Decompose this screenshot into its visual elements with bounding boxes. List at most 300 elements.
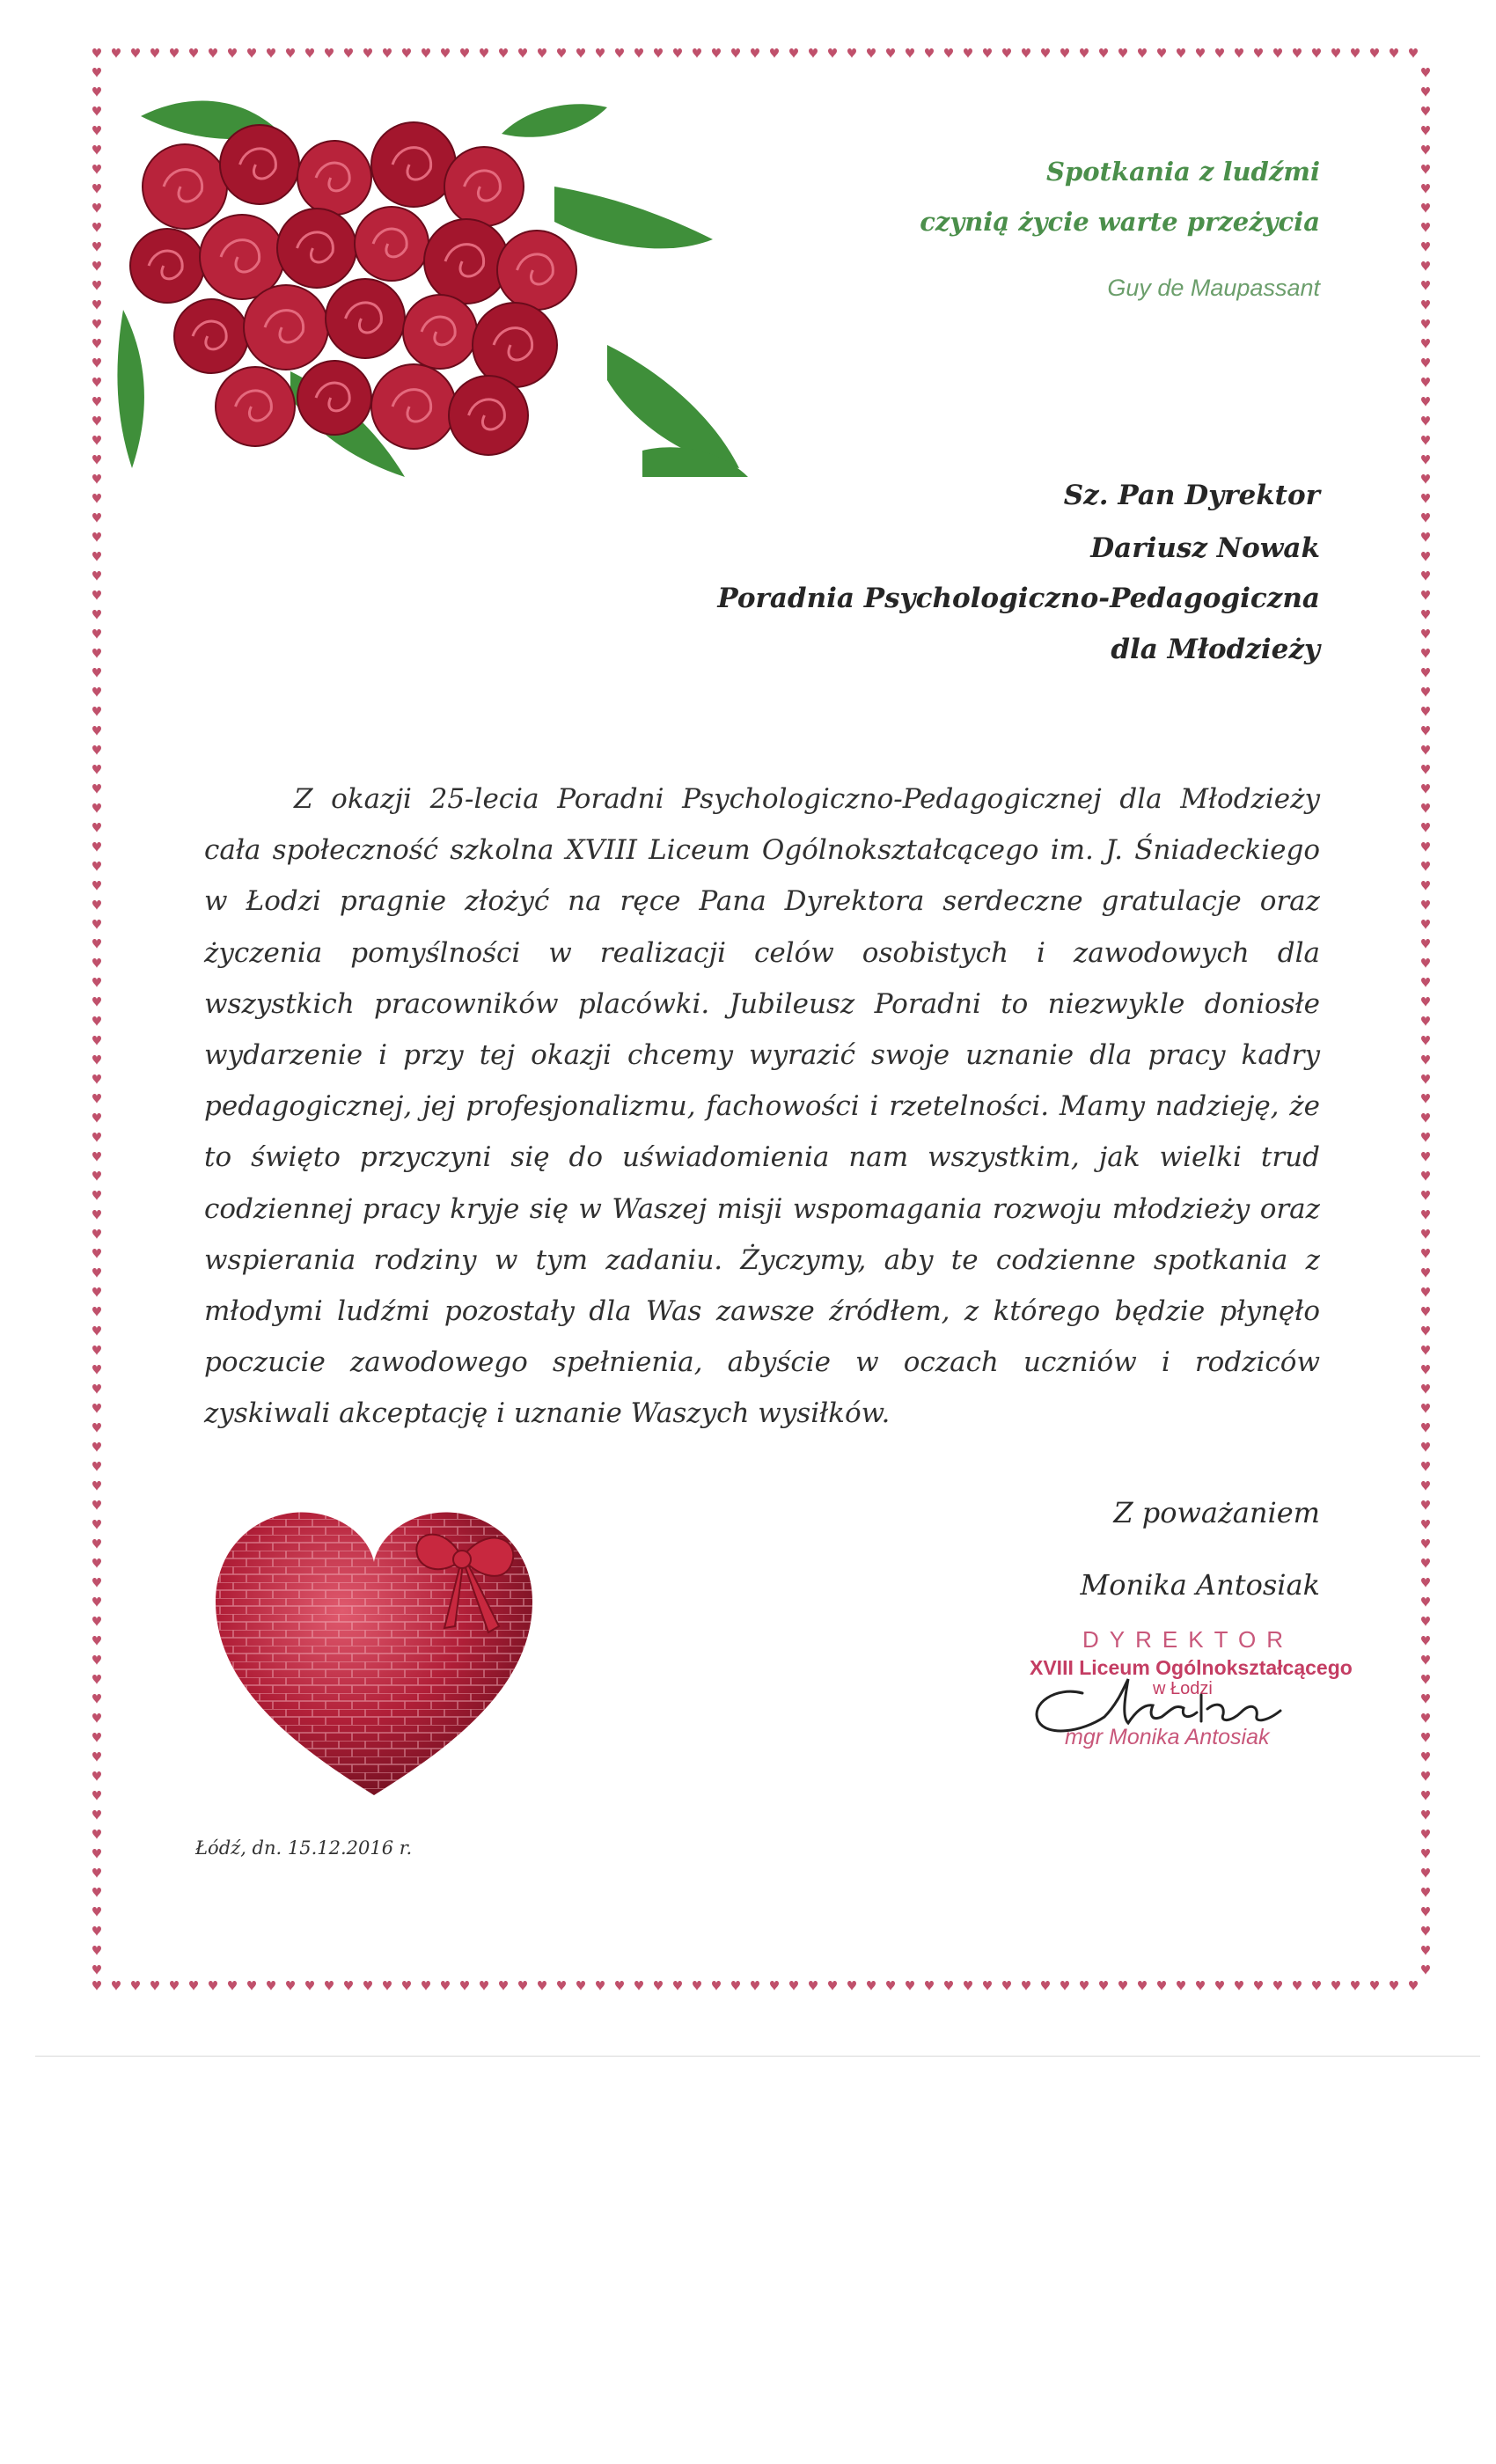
border-heart-icon (92, 610, 101, 620)
border-heart-icon (92, 1733, 101, 1742)
border-heart-icon (422, 48, 430, 58)
border-heart-icon (1421, 1520, 1430, 1529)
rose-head (473, 303, 557, 387)
rose-head (297, 141, 371, 215)
border-heart-icon (92, 416, 101, 426)
border-heart-icon (92, 687, 101, 697)
border-heart-icon (1421, 300, 1430, 310)
border-heart-icon (557, 48, 566, 58)
rose-head (130, 229, 204, 303)
border-heart-icon (1421, 997, 1430, 1007)
border-heart-icon (1080, 1981, 1089, 1991)
border-heart-icon (1254, 48, 1263, 58)
border-heart-icon (1421, 358, 1430, 368)
border-heart-icon (1060, 1981, 1069, 1991)
border-heart-icon (92, 1539, 101, 1549)
border-heart-icon (92, 784, 101, 794)
border-heart-icon (92, 319, 101, 329)
bottom-rule (35, 2056, 1480, 2057)
rose-head (244, 285, 328, 370)
rose-head (277, 209, 356, 288)
border-heart-icon (1390, 48, 1398, 58)
border-heart-icon (867, 1981, 876, 1991)
border-heart-icon (1421, 1617, 1430, 1626)
border-heart-icon (92, 707, 101, 716)
border-heart-icon (1421, 1287, 1430, 1297)
border-heart-icon (1215, 48, 1224, 58)
border-heart-icon (673, 1981, 682, 1991)
border-heart-icon (92, 1036, 101, 1045)
border-heart-icon (1421, 649, 1430, 658)
border-heart-icon (1421, 494, 1430, 503)
border-heart-icon (1421, 1868, 1430, 1878)
border-heart-icon (1421, 842, 1430, 852)
border-heart-icon (1080, 48, 1089, 58)
border-heart-icon (92, 1810, 101, 1820)
border-heart-icon (1421, 532, 1430, 542)
border-heart-icon (92, 223, 101, 232)
border-heart-icon (1421, 1404, 1430, 1413)
border-heart-icon (1421, 1210, 1430, 1220)
border-heart-icon (228, 1981, 237, 1991)
border-heart-icon (1421, 1191, 1430, 1200)
border-heart-icon (131, 48, 140, 58)
border-heart-icon (92, 1268, 101, 1278)
border-heart-icon (92, 532, 101, 542)
border-heart-icon (1293, 1981, 1302, 1991)
border-heart-icon (1138, 1981, 1147, 1991)
border-heart-icon (92, 1171, 101, 1181)
border-heart-icon (1421, 1965, 1430, 1975)
border-heart-icon (1421, 629, 1430, 639)
border-heart-icon (964, 48, 972, 58)
border-heart-icon (209, 1981, 217, 1991)
border-heart-icon (1421, 378, 1430, 387)
rose-head (424, 219, 509, 304)
border-heart-icon (1196, 48, 1205, 58)
border-heart-icon (906, 1981, 914, 1991)
border-heart-icon (92, 1636, 101, 1646)
border-heart-icon (1421, 1074, 1430, 1084)
addressee-institution: Poradnia Psychologiczno-Pedagogiczna (717, 583, 1320, 614)
border-heart-icon (1421, 1113, 1430, 1123)
border-heart-icon (228, 48, 237, 58)
border-heart-icon (1177, 48, 1185, 58)
border-heart-icon (92, 958, 101, 968)
border-heart-icon (1421, 1810, 1430, 1820)
motto-line-2: czynią życie warte przeżycia (920, 207, 1320, 237)
border-heart-icon (1421, 1771, 1430, 1781)
border-heart-icon (1273, 1981, 1282, 1991)
border-heart-icon (1421, 1675, 1430, 1684)
border-heart-icon (1235, 1981, 1243, 1991)
border-heart-icon (1421, 687, 1430, 697)
border-heart-icon (286, 48, 295, 58)
border-heart-icon (1215, 1981, 1224, 1991)
border-heart-icon (1421, 1229, 1430, 1239)
border-heart-icon (1421, 1171, 1430, 1181)
border-heart-icon (92, 649, 101, 658)
border-heart-icon (1421, 1423, 1430, 1433)
border-heart-icon (92, 1307, 101, 1316)
border-heart-icon (383, 1981, 392, 1991)
border-heart-icon (1421, 184, 1430, 194)
border-heart-icon (247, 1981, 256, 1991)
border-heart-icon (1421, 1926, 1430, 1936)
border-heart-icon (1138, 48, 1147, 58)
rose-head (216, 367, 295, 446)
border-heart-icon (1421, 145, 1430, 155)
border-heart-icon (286, 1981, 295, 1991)
border-heart-icon (1421, 726, 1430, 736)
border-heart-icon (92, 358, 101, 368)
border-heart-icon (92, 126, 101, 136)
border-heart-icon (92, 571, 101, 581)
border-heart-icon (422, 1981, 430, 1991)
border-heart-icon (1421, 590, 1430, 600)
border-heart-icon (92, 1981, 101, 1991)
border-heart-icon (673, 48, 682, 58)
border-heart-icon (1273, 48, 1282, 58)
border-heart-icon (1099, 1981, 1108, 1991)
border-heart-icon (1235, 48, 1243, 58)
border-heart-icon (92, 48, 101, 58)
border-heart-icon (1390, 1981, 1398, 1991)
border-heart-icon (770, 1981, 779, 1991)
border-heart-icon (92, 842, 101, 852)
border-heart-icon (1421, 1830, 1430, 1839)
border-heart-icon (92, 436, 101, 445)
border-heart-icon (92, 1675, 101, 1684)
border-heart-icon (906, 48, 914, 58)
border-heart-icon (634, 1981, 643, 1991)
border-heart-icon (1421, 1055, 1430, 1065)
border-heart-icon (92, 1442, 101, 1452)
border-heart-icon (1099, 48, 1108, 58)
border-heart-icon (92, 862, 101, 871)
rose-head (200, 215, 284, 299)
border-heart-icon (92, 997, 101, 1007)
border-heart-icon (1421, 552, 1430, 561)
border-heart-icon (596, 1981, 605, 1991)
border-heart-icon (1421, 1346, 1430, 1355)
border-heart-icon (983, 48, 992, 58)
border-heart-icon (596, 48, 605, 58)
border-heart-icon (538, 48, 546, 58)
border-heart-icon (1421, 707, 1430, 716)
border-heart-icon (1421, 1442, 1430, 1452)
border-heart-icon (1421, 1946, 1430, 1955)
border-heart-icon (92, 1287, 101, 1297)
border-heart-icon (1421, 823, 1430, 832)
border-heart-icon (1196, 1981, 1205, 1991)
border-heart-icon (1041, 1981, 1050, 1991)
border-heart-icon (92, 1946, 101, 1955)
border-heart-icon (1421, 416, 1430, 426)
border-heart-icon (92, 474, 101, 484)
border-heart-icon (460, 1981, 469, 1991)
stamp-title: DYREKTOR (1082, 1626, 1294, 1653)
border-heart-icon (344, 1981, 353, 1991)
border-heart-icon (92, 87, 101, 97)
border-heart-icon (305, 1981, 314, 1991)
director-stamp (1003, 1626, 1373, 1758)
border-heart-icon (964, 1981, 972, 1991)
border-heart-icon (1421, 784, 1430, 794)
border-heart-icon (92, 184, 101, 194)
border-heart-icon (731, 1981, 740, 1991)
border-heart-icon (557, 1981, 566, 1991)
border-heart-icon (92, 552, 101, 561)
border-heart-icon (92, 590, 101, 600)
border-heart-icon (576, 1981, 585, 1991)
border-heart-icon (576, 48, 585, 58)
border-heart-icon (1370, 48, 1379, 58)
rose-head (497, 231, 576, 310)
border-heart-icon (1118, 48, 1127, 58)
border-heart-icon (402, 1981, 411, 1991)
border-heart-icon (1421, 939, 1430, 949)
border-heart-icon (1421, 920, 1430, 929)
border-heart-icon (1293, 48, 1302, 58)
border-heart-icon (92, 1500, 101, 1510)
border-heart-icon (1351, 48, 1360, 58)
border-heart-icon (92, 668, 101, 678)
border-heart-icon (325, 48, 334, 58)
border-heart-icon (92, 1133, 101, 1142)
border-heart-icon (92, 1771, 101, 1781)
border-heart-icon (1022, 1981, 1030, 1991)
border-heart-icon (170, 48, 179, 58)
border-heart-icon (1177, 1981, 1185, 1991)
border-heart-icon (92, 1210, 101, 1220)
border-heart-icon (247, 48, 256, 58)
rose-head (326, 279, 405, 358)
border-heart-icon (92, 261, 101, 271)
border-heart-icon (1409, 48, 1418, 58)
border-heart-icon (1421, 1888, 1430, 1897)
border-heart-icon (92, 106, 101, 116)
border-heart-icon (1118, 1981, 1127, 1991)
border-heart-icon (1022, 48, 1030, 58)
border-heart-icon (92, 1752, 101, 1762)
border-heart-icon (1421, 1481, 1430, 1491)
border-heart-icon (1421, 1636, 1430, 1646)
border-heart-icon (383, 48, 392, 58)
border-heart-icon (460, 48, 469, 58)
border-heart-icon (92, 823, 101, 832)
closing-regards: Z poważaniem (1113, 1496, 1320, 1529)
border-heart-icon (1409, 1981, 1418, 1991)
border-heart-icon (92, 1055, 101, 1065)
border-heart-icon (92, 1694, 101, 1704)
rose-heads (130, 122, 576, 455)
border-heart-icon (92, 1016, 101, 1026)
border-heart-icon (92, 1617, 101, 1626)
border-heart-icon (1421, 397, 1430, 407)
border-heart-icon (1421, 1597, 1430, 1607)
border-heart-icon (1421, 1384, 1430, 1394)
border-heart-icon (92, 378, 101, 387)
border-heart-icon (1312, 1981, 1321, 1991)
border-heart-icon (615, 1981, 624, 1991)
border-heart-icon (131, 1981, 140, 1991)
border-heart-icon (1060, 48, 1069, 58)
border-heart-icon (441, 48, 450, 58)
border-heart-icon (1421, 1268, 1430, 1278)
border-heart-icon (1421, 87, 1430, 97)
border-heart-icon (1421, 1249, 1430, 1258)
addressee-name: Dariusz Nowak (1090, 532, 1320, 564)
border-heart-icon (92, 1520, 101, 1529)
border-heart-icon (1002, 48, 1011, 58)
rose-head (143, 144, 227, 229)
border-heart-icon (92, 1481, 101, 1491)
border-heart-icon (1421, 1907, 1430, 1917)
border-heart-icon (1421, 242, 1430, 252)
border-heart-icon (1331, 1981, 1340, 1991)
border-heart-icon (92, 1404, 101, 1413)
border-heart-icon (654, 48, 663, 58)
border-heart-icon (1421, 1849, 1430, 1859)
border-heart-icon (92, 300, 101, 310)
border-heart-icon (499, 1981, 508, 1991)
border-heart-icon (92, 397, 101, 407)
border-heart-icon (1421, 881, 1430, 891)
border-heart-icon (170, 1981, 179, 1991)
stamp-name: mgr Monika Antosiak (1065, 1725, 1270, 1749)
border-heart-icon (112, 48, 121, 58)
border-heart-icon (92, 629, 101, 639)
border-heart-icon (480, 48, 488, 58)
border-heart-icon (441, 1981, 450, 1991)
border-heart-icon (751, 48, 759, 58)
border-heart-icon (92, 1578, 101, 1588)
border-heart-icon (92, 1191, 101, 1200)
border-heart-icon (92, 1384, 101, 1394)
border-heart-icon (92, 494, 101, 503)
rose-head (449, 376, 528, 455)
border-heart-icon (712, 1981, 721, 1991)
border-heart-icon (1421, 745, 1430, 755)
border-heart-icon (363, 1981, 372, 1991)
border-heart-icon (92, 1965, 101, 1975)
border-heart-icon (770, 48, 779, 58)
border-heart-icon (92, 900, 101, 910)
border-heart-icon (867, 48, 876, 58)
motto-line-1: Spotkania z ludźmi (1046, 157, 1320, 187)
border-heart-icon (1421, 319, 1430, 329)
border-heart-icon (1421, 1152, 1430, 1162)
border-heart-icon (267, 48, 275, 58)
border-heart-icon (92, 339, 101, 348)
rose-head (444, 147, 524, 226)
border-heart-icon (1421, 1307, 1430, 1316)
stamp-school: XVIII Liceum Ogólnokształcącego (1030, 1656, 1353, 1679)
border-heart-icon (847, 48, 856, 58)
border-heart-icon (480, 1981, 488, 1991)
border-heart-icon (92, 745, 101, 755)
roses-image (114, 81, 748, 486)
border-heart-icon (92, 455, 101, 465)
rose-head (297, 361, 371, 435)
border-heart-icon (92, 513, 101, 523)
border-heart-icon (499, 48, 508, 58)
border-heart-icon (92, 765, 101, 774)
border-heart-icon (1421, 1500, 1430, 1510)
border-heart-icon (538, 1981, 546, 1991)
border-heart-icon (92, 145, 101, 155)
border-heart-icon (1421, 1713, 1430, 1723)
border-heart-icon (828, 1981, 837, 1991)
border-heart-icon (92, 1365, 101, 1375)
border-heart-icon (92, 1888, 101, 1897)
border-heart-icon (1421, 862, 1430, 871)
rose-head (220, 125, 299, 204)
border-heart-icon (1312, 48, 1321, 58)
border-heart-icon (886, 1981, 895, 1991)
border-heart-icon (1041, 48, 1050, 58)
border-heart-icon (92, 1346, 101, 1355)
border-heart-icon (1421, 1326, 1430, 1336)
border-heart-icon (92, 1113, 101, 1123)
border-heart-icon (1421, 1578, 1430, 1588)
border-heart-icon (789, 1981, 798, 1991)
rose-head (371, 122, 456, 207)
border-heart-icon (1421, 1539, 1430, 1549)
letter-body: Z okazji 25-lecia Poradni Psychologiczno-Pedagogicznej dla Młodzieży cała społeczność szkolna XVIII Liceum Ogólnokształcącego im. J. Śniadeckiego w Łodzi pragnie złożyć na ręce Pana Dyrektora serdeczne gratulacje oraz życzenia pomyślności w realizacji celów osobistych i zawodowych dla wszystkich pracowników placówki. Jubileusz Poradni to niezwykle doniosłe wydarzenie i przy tej okazji chcemy wyrazić swoje uznanie dla pracy kadry pedagogicznej, jej profesjonalizmu, fachowości i rzetelności. Mamy nadzieję, że to święto przyczyni się do uświadomienia nam wszystkim, jak wielki trud codziennej pracy kryje się w Waszej misji wspomagania rozwoju młodzieży oraz wspierania rodziny w tym zadaniu. Życzymy, aby te codzienne spotkania z młodymi ludźmi pozostały dla Was zawsze źródłem, z którego będzie płynęło poczucie zawodowego spełnienia, abyście w oczach uczniów i rodziców zyskiwali akceptację i uznanie Waszych wysiłków. (204, 783, 1320, 1430)
border-heart-icon (712, 48, 721, 58)
border-heart-icon (1421, 1733, 1430, 1742)
border-heart-icon (1421, 803, 1430, 813)
border-heart-icon (189, 48, 198, 58)
border-heart-icon (1157, 1981, 1166, 1991)
border-heart-icon (92, 1926, 101, 1936)
border-heart-icon (92, 203, 101, 213)
border-heart-icon (789, 48, 798, 58)
border-heart-icon (1331, 48, 1340, 58)
letter-date: Łódź, dn. 15.12.2016 r. (195, 1837, 413, 1859)
border-heart-icon (847, 1981, 856, 1991)
border-heart-icon (1421, 958, 1430, 968)
border-heart-icon (1421, 900, 1430, 910)
border-heart-icon (1421, 339, 1430, 348)
border-heart-icon (112, 1981, 121, 1991)
border-heart-icon (1421, 1094, 1430, 1104)
border-heart-icon (1421, 126, 1430, 136)
border-heart-icon (1421, 165, 1430, 174)
border-heart-icon (1421, 203, 1430, 213)
rose-head (174, 299, 248, 373)
addressee-institution-line2: dla Młodzieży (1111, 634, 1320, 665)
red-heart-with-bow-image (198, 1487, 550, 1813)
border-heart-icon (1421, 474, 1430, 484)
border-heart-icon (92, 281, 101, 290)
border-heart-icon (634, 48, 643, 58)
border-heart-icon (944, 48, 953, 58)
border-heart-icon (92, 1907, 101, 1917)
border-heart-icon (1421, 765, 1430, 774)
border-heart-icon (92, 881, 101, 891)
border-heart-icon (1421, 668, 1430, 678)
border-heart-icon (1351, 1981, 1360, 1991)
border-heart-icon (518, 1981, 527, 1991)
border-heart-icon (1254, 1981, 1263, 1991)
border-heart-icon (693, 1981, 701, 1991)
border-heart-icon (92, 165, 101, 174)
border-heart-icon (1421, 513, 1430, 523)
border-heart-icon (92, 1713, 101, 1723)
